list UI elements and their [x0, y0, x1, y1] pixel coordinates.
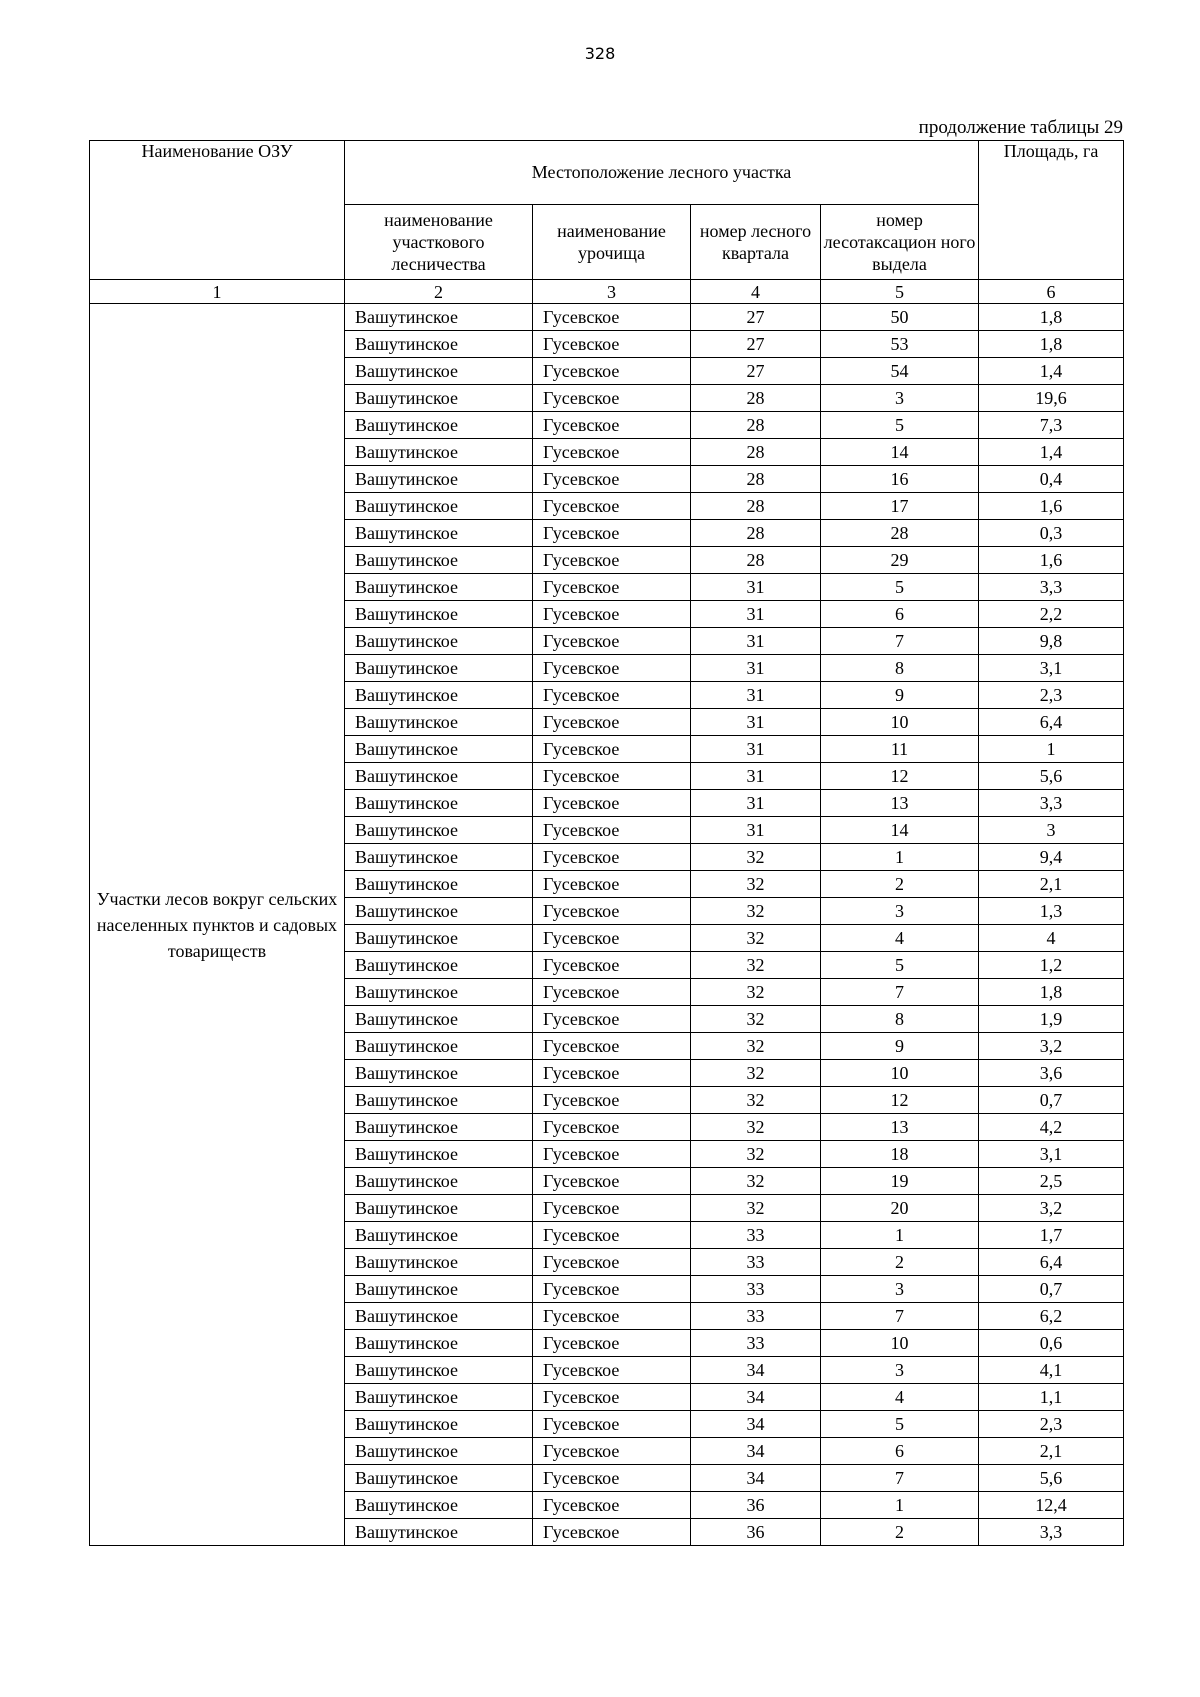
cell-area: 2,1 [979, 871, 1124, 898]
cell-area: 1,9 [979, 1006, 1124, 1033]
cell-vydel: 5 [821, 574, 979, 601]
cell-urochishche: Гусевское [533, 574, 691, 601]
cell-kvartal: 28 [691, 493, 821, 520]
cell-area: 9,8 [979, 628, 1124, 655]
cell-kvartal: 32 [691, 844, 821, 871]
column-number: 2 [345, 280, 533, 304]
cell-lesnichestvo: Вашутинское [345, 1384, 533, 1411]
cell-lesnichestvo: Вашутинское [345, 520, 533, 547]
cell-kvartal: 28 [691, 412, 821, 439]
cell-urochishche: Гусевское [533, 1519, 691, 1546]
cell-lesnichestvo: Вашутинское [345, 547, 533, 574]
column-number-row [90, 280, 1124, 304]
header-area: Площадь, га [979, 141, 1124, 280]
cell-kvartal: 32 [691, 979, 821, 1006]
cell-lesnichestvo: Вашутинское [345, 655, 533, 682]
cell-lesnichestvo: Вашутинское [345, 763, 533, 790]
cell-lesnichestvo: Вашутинское [345, 898, 533, 925]
cell-urochishche: Гусевское [533, 871, 691, 898]
cell-kvartal: 28 [691, 547, 821, 574]
cell-urochishche: Гусевское [533, 1276, 691, 1303]
cell-vydel: 53 [821, 331, 979, 358]
cell-vydel: 17 [821, 493, 979, 520]
cell-urochishche: Гусевское [533, 1438, 691, 1465]
cell-kvartal: 36 [691, 1492, 821, 1519]
header-urochishche: наименование урочища [533, 205, 691, 280]
cell-lesnichestvo: Вашутинское [345, 817, 533, 844]
cell-lesnichestvo: Вашутинское [345, 736, 533, 763]
cell-vydel: 7 [821, 628, 979, 655]
cell-urochishche: Гусевское [533, 547, 691, 574]
cell-area: 1,3 [979, 898, 1124, 925]
cell-area: 1,7 [979, 1222, 1124, 1249]
cell-lesnichestvo: Вашутинское [345, 952, 533, 979]
cell-kvartal: 27 [691, 358, 821, 385]
cell-urochishche: Гусевское [533, 1384, 691, 1411]
cell-kvartal: 32 [691, 898, 821, 925]
cell-area: 0,6 [979, 1330, 1124, 1357]
cell-vydel: 1 [821, 1492, 979, 1519]
cell-kvartal: 32 [691, 1033, 821, 1060]
cell-area: 1,6 [979, 547, 1124, 574]
cell-urochishche: Гусевское [533, 817, 691, 844]
cell-urochishche: Гусевское [533, 1465, 691, 1492]
cell-area: 4 [979, 925, 1124, 952]
cell-vydel: 7 [821, 1303, 979, 1330]
cell-area: 5,6 [979, 1465, 1124, 1492]
cell-vydel: 14 [821, 817, 979, 844]
cell-lesnichestvo: Вашутинское [345, 628, 533, 655]
cell-area: 0,3 [979, 520, 1124, 547]
cell-area: 1,8 [979, 304, 1124, 331]
cell-area: 1,6 [979, 493, 1124, 520]
cell-urochishche: Гусевское [533, 655, 691, 682]
cell-area: 3,1 [979, 1141, 1124, 1168]
cell-area: 1,4 [979, 358, 1124, 385]
cell-kvartal: 34 [691, 1411, 821, 1438]
cell-urochishche: Гусевское [533, 439, 691, 466]
cell-vydel: 9 [821, 1033, 979, 1060]
cell-urochishche: Гусевское [533, 682, 691, 709]
cell-urochishche: Гусевское [533, 628, 691, 655]
cell-vydel: 1 [821, 1222, 979, 1249]
cell-kvartal: 33 [691, 1249, 821, 1276]
cell-kvartal: 31 [691, 601, 821, 628]
cell-urochishche: Гусевское [533, 331, 691, 358]
cell-vydel: 2 [821, 1519, 979, 1546]
cell-lesnichestvo: Вашутинское [345, 790, 533, 817]
cell-vydel: 7 [821, 979, 979, 1006]
cell-area: 0,7 [979, 1087, 1124, 1114]
cell-area: 2,3 [979, 1411, 1124, 1438]
cell-urochishche: Гусевское [533, 763, 691, 790]
cell-urochishche: Гусевское [533, 1060, 691, 1087]
cell-urochishche: Гусевское [533, 844, 691, 871]
cell-vydel: 10 [821, 1060, 979, 1087]
cell-lesnichestvo: Вашутинское [345, 1195, 533, 1222]
cell-lesnichestvo: Вашутинское [345, 925, 533, 952]
cell-area: 1 [979, 736, 1124, 763]
cell-urochishche: Гусевское [533, 385, 691, 412]
header-location: Местоположение лесного участка [345, 141, 979, 205]
cell-kvartal: 27 [691, 331, 821, 358]
cell-vydel: 1 [821, 844, 979, 871]
cell-kvartal: 34 [691, 1384, 821, 1411]
cell-vydel: 7 [821, 1465, 979, 1492]
cell-area: 3 [979, 817, 1124, 844]
cell-vydel: 28 [821, 520, 979, 547]
cell-area: 1,2 [979, 952, 1124, 979]
cell-lesnichestvo: Вашутинское [345, 385, 533, 412]
cell-urochishche: Гусевское [533, 601, 691, 628]
cell-kvartal: 34 [691, 1465, 821, 1492]
cell-kvartal: 32 [691, 1168, 821, 1195]
cell-urochishche: Гусевское [533, 358, 691, 385]
cell-vydel: 50 [821, 304, 979, 331]
header-lesnichestvo: наименование участкового лесничества [345, 205, 533, 280]
cell-kvartal: 28 [691, 466, 821, 493]
cell-area: 19,6 [979, 385, 1124, 412]
cell-area: 0,7 [979, 1276, 1124, 1303]
cell-urochishche: Гусевское [533, 412, 691, 439]
cell-area: 2,2 [979, 601, 1124, 628]
cell-area: 1,8 [979, 979, 1124, 1006]
cell-vydel: 11 [821, 736, 979, 763]
cell-vydel: 6 [821, 601, 979, 628]
cell-lesnichestvo: Вашутинское [345, 304, 533, 331]
cell-kvartal: 34 [691, 1438, 821, 1465]
cell-lesnichestvo: Вашутинское [345, 493, 533, 520]
cell-urochishche: Гусевское [533, 1249, 691, 1276]
cell-vydel: 18 [821, 1141, 979, 1168]
header-kvartal: номер лесного квартала [691, 205, 821, 280]
cell-kvartal: 27 [691, 304, 821, 331]
cell-kvartal: 31 [691, 628, 821, 655]
cell-lesnichestvo: Вашутинское [345, 358, 533, 385]
cell-area: 2,3 [979, 682, 1124, 709]
cell-kvartal: 31 [691, 655, 821, 682]
cell-lesnichestvo: Вашутинское [345, 574, 533, 601]
cell-kvartal: 32 [691, 1087, 821, 1114]
cell-urochishche: Гусевское [533, 1357, 691, 1384]
cell-vydel: 4 [821, 1384, 979, 1411]
cell-vydel: 8 [821, 655, 979, 682]
cell-urochishche: Гусевское [533, 709, 691, 736]
cell-urochishche: Гусевское [533, 1411, 691, 1438]
cell-area: 3,2 [979, 1033, 1124, 1060]
cell-urochishche: Гусевское [533, 736, 691, 763]
cell-lesnichestvo: Вашутинское [345, 1465, 533, 1492]
cell-lesnichestvo: Вашутинское [345, 331, 533, 358]
cell-area: 4,1 [979, 1357, 1124, 1384]
cell-vydel: 4 [821, 925, 979, 952]
cell-kvartal: 32 [691, 1006, 821, 1033]
cell-urochishche: Гусевское [533, 1330, 691, 1357]
cell-kvartal: 31 [691, 682, 821, 709]
cell-area: 3,2 [979, 1195, 1124, 1222]
column-number: 1 [90, 280, 345, 304]
cell-urochishche: Гусевское [533, 790, 691, 817]
cell-vydel: 10 [821, 709, 979, 736]
cell-kvartal: 32 [691, 871, 821, 898]
cell-urochishche: Гусевское [533, 925, 691, 952]
cell-lesnichestvo: Вашутинское [345, 1276, 533, 1303]
cell-kvartal: 31 [691, 736, 821, 763]
cell-kvartal: 32 [691, 1060, 821, 1087]
cell-lesnichestvo: Вашутинское [345, 1087, 533, 1114]
ozu-name-cell: Участки лесов вокруг сельских населенных пунктов и садовых товариществ [90, 304, 345, 1546]
cell-kvartal: 32 [691, 952, 821, 979]
cell-vydel: 9 [821, 682, 979, 709]
cell-vydel: 6 [821, 1438, 979, 1465]
cell-kvartal: 33 [691, 1276, 821, 1303]
cell-vydel: 19 [821, 1168, 979, 1195]
cell-urochishche: Гусевское [533, 1033, 691, 1060]
cell-urochishche: Гусевское [533, 1087, 691, 1114]
cell-kvartal: 31 [691, 763, 821, 790]
table-continuation-caption: продолжение таблицы 29 [918, 117, 1123, 138]
cell-area: 3,6 [979, 1060, 1124, 1087]
cell-lesnichestvo: Вашутинское [345, 412, 533, 439]
cell-kvartal: 31 [691, 574, 821, 601]
cell-urochishche: Гусевское [533, 1006, 691, 1033]
cell-kvartal: 32 [691, 1114, 821, 1141]
cell-kvartal: 34 [691, 1357, 821, 1384]
cell-kvartal: 31 [691, 790, 821, 817]
cell-vydel: 3 [821, 385, 979, 412]
header-vydel: номер лесотаксацион ного выдела [821, 205, 979, 280]
column-number: 4 [691, 280, 821, 304]
cell-area: 12,4 [979, 1492, 1124, 1519]
cell-area: 4,2 [979, 1114, 1124, 1141]
forest-plots-table [89, 140, 1124, 1546]
cell-lesnichestvo: Вашутинское [345, 1006, 533, 1033]
cell-lesnichestvo: Вашутинское [345, 1168, 533, 1195]
cell-vydel: 8 [821, 1006, 979, 1033]
cell-kvartal: 32 [691, 1195, 821, 1222]
cell-urochishche: Гусевское [533, 1168, 691, 1195]
cell-lesnichestvo: Вашутинское [345, 979, 533, 1006]
cell-urochishche: Гусевское [533, 979, 691, 1006]
cell-lesnichestvo: Вашутинское [345, 1411, 533, 1438]
cell-kvartal: 33 [691, 1330, 821, 1357]
cell-urochishche: Гусевское [533, 1195, 691, 1222]
cell-area: 7,3 [979, 412, 1124, 439]
cell-lesnichestvo: Вашутинское [345, 1222, 533, 1249]
cell-urochishche: Гусевское [533, 898, 691, 925]
cell-lesnichestvo: Вашутинское [345, 1249, 533, 1276]
cell-lesnichestvo: Вашутинское [345, 466, 533, 493]
cell-urochishche: Гусевское [533, 304, 691, 331]
cell-kvartal: 33 [691, 1222, 821, 1249]
column-number: 3 [533, 280, 691, 304]
cell-kvartal: 31 [691, 817, 821, 844]
cell-area: 9,4 [979, 844, 1124, 871]
cell-urochishche: Гусевское [533, 1114, 691, 1141]
cell-lesnichestvo: Вашутинское [345, 709, 533, 736]
cell-vydel: 12 [821, 763, 979, 790]
cell-vydel: 16 [821, 466, 979, 493]
cell-lesnichestvo: Вашутинское [345, 1303, 533, 1330]
cell-kvartal: 32 [691, 1141, 821, 1168]
cell-vydel: 13 [821, 790, 979, 817]
cell-urochishche: Гусевское [533, 1222, 691, 1249]
cell-kvartal: 36 [691, 1519, 821, 1546]
cell-area: 6,4 [979, 1249, 1124, 1276]
cell-area: 2,5 [979, 1168, 1124, 1195]
cell-kvartal: 31 [691, 709, 821, 736]
cell-area: 1,4 [979, 439, 1124, 466]
cell-lesnichestvo: Вашутинское [345, 1033, 533, 1060]
cell-area: 6,4 [979, 709, 1124, 736]
cell-urochishche: Гусевское [533, 1303, 691, 1330]
cell-area: 6,2 [979, 1303, 1124, 1330]
page-number: 328 [584, 44, 616, 63]
cell-vydel: 2 [821, 871, 979, 898]
cell-vydel: 3 [821, 1276, 979, 1303]
cell-urochishche: Гусевское [533, 1141, 691, 1168]
cell-lesnichestvo: Вашутинское [345, 1060, 533, 1087]
cell-kvartal: 28 [691, 385, 821, 412]
cell-lesnichestvo: Вашутинское [345, 871, 533, 898]
cell-vydel: 10 [821, 1330, 979, 1357]
cell-urochishche: Гусевское [533, 466, 691, 493]
cell-vydel: 3 [821, 1357, 979, 1384]
cell-kvartal: 33 [691, 1303, 821, 1330]
cell-vydel: 12 [821, 1087, 979, 1114]
cell-lesnichestvo: Вашутинское [345, 1519, 533, 1546]
cell-area: 3,1 [979, 655, 1124, 682]
cell-lesnichestvo: Вашутинское [345, 601, 533, 628]
cell-kvartal: 32 [691, 925, 821, 952]
cell-lesnichestvo: Вашутинское [345, 1114, 533, 1141]
cell-lesnichestvo: Вашутинское [345, 682, 533, 709]
cell-vydel: 3 [821, 898, 979, 925]
column-number: 6 [979, 280, 1124, 304]
cell-area: 3,3 [979, 574, 1124, 601]
cell-vydel: 2 [821, 1249, 979, 1276]
cell-area: 3,3 [979, 1519, 1124, 1546]
cell-vydel: 14 [821, 439, 979, 466]
cell-lesnichestvo: Вашутинское [345, 1438, 533, 1465]
cell-lesnichestvo: Вашутинское [345, 1357, 533, 1384]
cell-area: 5,6 [979, 763, 1124, 790]
cell-vydel: 13 [821, 1114, 979, 1141]
cell-area: 0,4 [979, 466, 1124, 493]
cell-area: 3,3 [979, 790, 1124, 817]
cell-lesnichestvo: Вашутинское [345, 844, 533, 871]
cell-vydel: 20 [821, 1195, 979, 1222]
column-number: 5 [821, 280, 979, 304]
cell-area: 1,1 [979, 1384, 1124, 1411]
cell-urochishche: Гусевское [533, 520, 691, 547]
cell-vydel: 5 [821, 952, 979, 979]
cell-area: 1,8 [979, 331, 1124, 358]
cell-lesnichestvo: Вашутинское [345, 439, 533, 466]
cell-area: 2,1 [979, 1438, 1124, 1465]
cell-lesnichestvo: Вашутинское [345, 1141, 533, 1168]
cell-vydel: 29 [821, 547, 979, 574]
cell-kvartal: 28 [691, 439, 821, 466]
cell-vydel: 5 [821, 412, 979, 439]
cell-kvartal: 28 [691, 520, 821, 547]
cell-urochishche: Гусевское [533, 493, 691, 520]
cell-vydel: 54 [821, 358, 979, 385]
cell-lesnichestvo: Вашутинское [345, 1492, 533, 1519]
cell-lesnichestvo: Вашутинское [345, 1330, 533, 1357]
table-body [90, 304, 1124, 1546]
cell-urochishche: Гусевское [533, 952, 691, 979]
cell-vydel: 5 [821, 1411, 979, 1438]
header-ozu-name: Наименование ОЗУ [90, 141, 345, 280]
table-row [90, 304, 1124, 331]
cell-urochishche: Гусевское [533, 1492, 691, 1519]
